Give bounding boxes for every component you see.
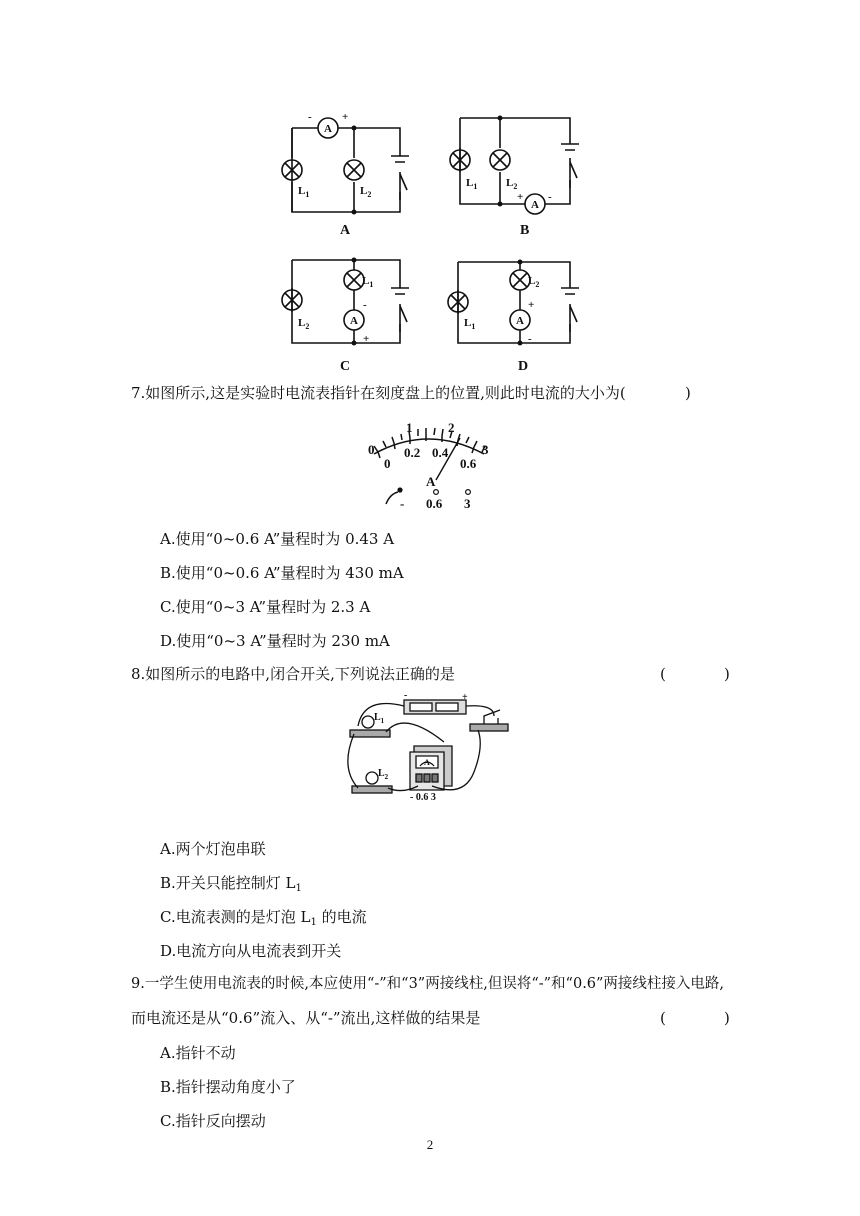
circuit-c: [282, 260, 409, 343]
svg-text:L1: $L_1$: [466, 177, 478, 191]
answer-paren-close: ): [724, 1009, 730, 1027]
circuit-b: [450, 118, 579, 214]
option-7d: D.使用“0~3 A”量程时为 230 mA: [160, 632, 390, 650]
svg-text:0.2: 0.2: [404, 445, 421, 460]
svg-text:-: -: [308, 111, 312, 123]
svg-text:L1: $L_1$: [464, 317, 476, 331]
svg-text:L2: $L_2$: [528, 275, 540, 289]
svg-text:-: -: [400, 496, 405, 511]
option-7b: B.使用“0~0.6 A”量程时为 430 mA: [160, 564, 404, 582]
ammeter-label: A: [350, 315, 358, 327]
option-8b: B.开关只能控制灯 $L_1$: [160, 874, 302, 894]
answer-paren-open: (: [660, 1009, 666, 1027]
option-label-a: A: [340, 223, 351, 238]
option-7a: A.使用“0~0.6 A”量程时为 0.43 A: [160, 530, 395, 548]
question-7-text: 7.如图所示,这是实验时电流表指针在刻度盘上的位置,则此时电流的大小为(: [131, 384, 626, 402]
svg-text:+: +: [342, 111, 349, 123]
ammeter-dial-figure: [364, 416, 496, 512]
option-label-c: C: [340, 359, 351, 374]
svg-text:0: 0: [384, 456, 391, 471]
ammeter-label: A: [516, 315, 524, 327]
svg-text:1: 1: [406, 420, 413, 435]
page-number: 2: [426, 1137, 434, 1152]
option-label-b: B: [520, 223, 530, 238]
svg-text:0.4: 0.4: [432, 445, 449, 460]
svg-text:L1: $L_1$: [298, 185, 310, 199]
svg-text:L2: $L_2$: [506, 177, 518, 191]
answer-paren-close: ): [685, 384, 691, 402]
question-9-line-1: 9.一学生使用电流表的时候,本应使用“-”和“3”两接线柱,但误将“-”和“0.6”两接线柱接入电路,: [131, 976, 725, 992]
svg-text:L1: $L_1$: [374, 712, 385, 725]
svg-text:L2: $L_2$: [378, 768, 389, 781]
svg-text:2: 2: [448, 420, 455, 435]
circuit-d: [448, 262, 579, 343]
svg-text:3: 3: [464, 496, 471, 511]
svg-text:-: -: [404, 690, 408, 701]
svg-text:+: +: [528, 299, 535, 311]
ammeter-label: A: [324, 123, 332, 135]
svg-text:L2: $L_2$: [360, 185, 372, 199]
circuit-a: [282, 118, 409, 212]
svg-text:+: +: [363, 333, 370, 345]
question-8-text: 8.如图所示的电路中,闭合开关,下列说法正确的是: [131, 665, 455, 683]
option-9b: B.指针摆动角度小了: [160, 1078, 296, 1096]
circuit-diagrams: [270, 100, 600, 380]
svg-text:0.6: 0.6: [426, 496, 443, 511]
svg-text:3: 3: [482, 442, 489, 457]
option-8a: A.两个灯泡串联: [160, 840, 266, 858]
svg-text:-: -: [528, 333, 532, 345]
answer-paren-close: ): [724, 665, 730, 683]
option-7c: C.使用“0~3 A”量程时为 2.3 A: [160, 598, 371, 616]
answer-paren-open: (: [660, 665, 666, 683]
svg-text:L1: $L_1$: [362, 275, 374, 289]
svg-text:+: +: [517, 191, 524, 203]
svg-text:- 0.6 3: - 0.6 3: [410, 792, 436, 802]
ammeter-label: A: [531, 199, 539, 211]
svg-text:A: A: [426, 474, 436, 489]
svg-text:-: -: [548, 191, 552, 203]
option-8c: C.电流表测的是灯泡 $L_1$ 的电流: [160, 908, 367, 928]
svg-text:A: A: [424, 758, 430, 767]
option-8d: D.电流方向从电流表到开关: [160, 942, 342, 960]
svg-text:0: 0: [368, 442, 375, 457]
svg-text:0.6: 0.6: [460, 456, 477, 471]
circuit-photo-figure: [344, 690, 522, 802]
svg-text:L2: $L_2$: [298, 317, 310, 331]
option-label-d: D: [518, 359, 529, 374]
option-9a: A.指针不动: [160, 1044, 236, 1062]
question-9-line-2: 而电流还是从“0.6”流入、从“-”流出,这样做的结果是: [131, 1009, 481, 1027]
svg-text:-: -: [363, 299, 367, 311]
option-9c: C.指针反向摆动: [160, 1112, 266, 1130]
svg-text:+: +: [462, 692, 468, 703]
